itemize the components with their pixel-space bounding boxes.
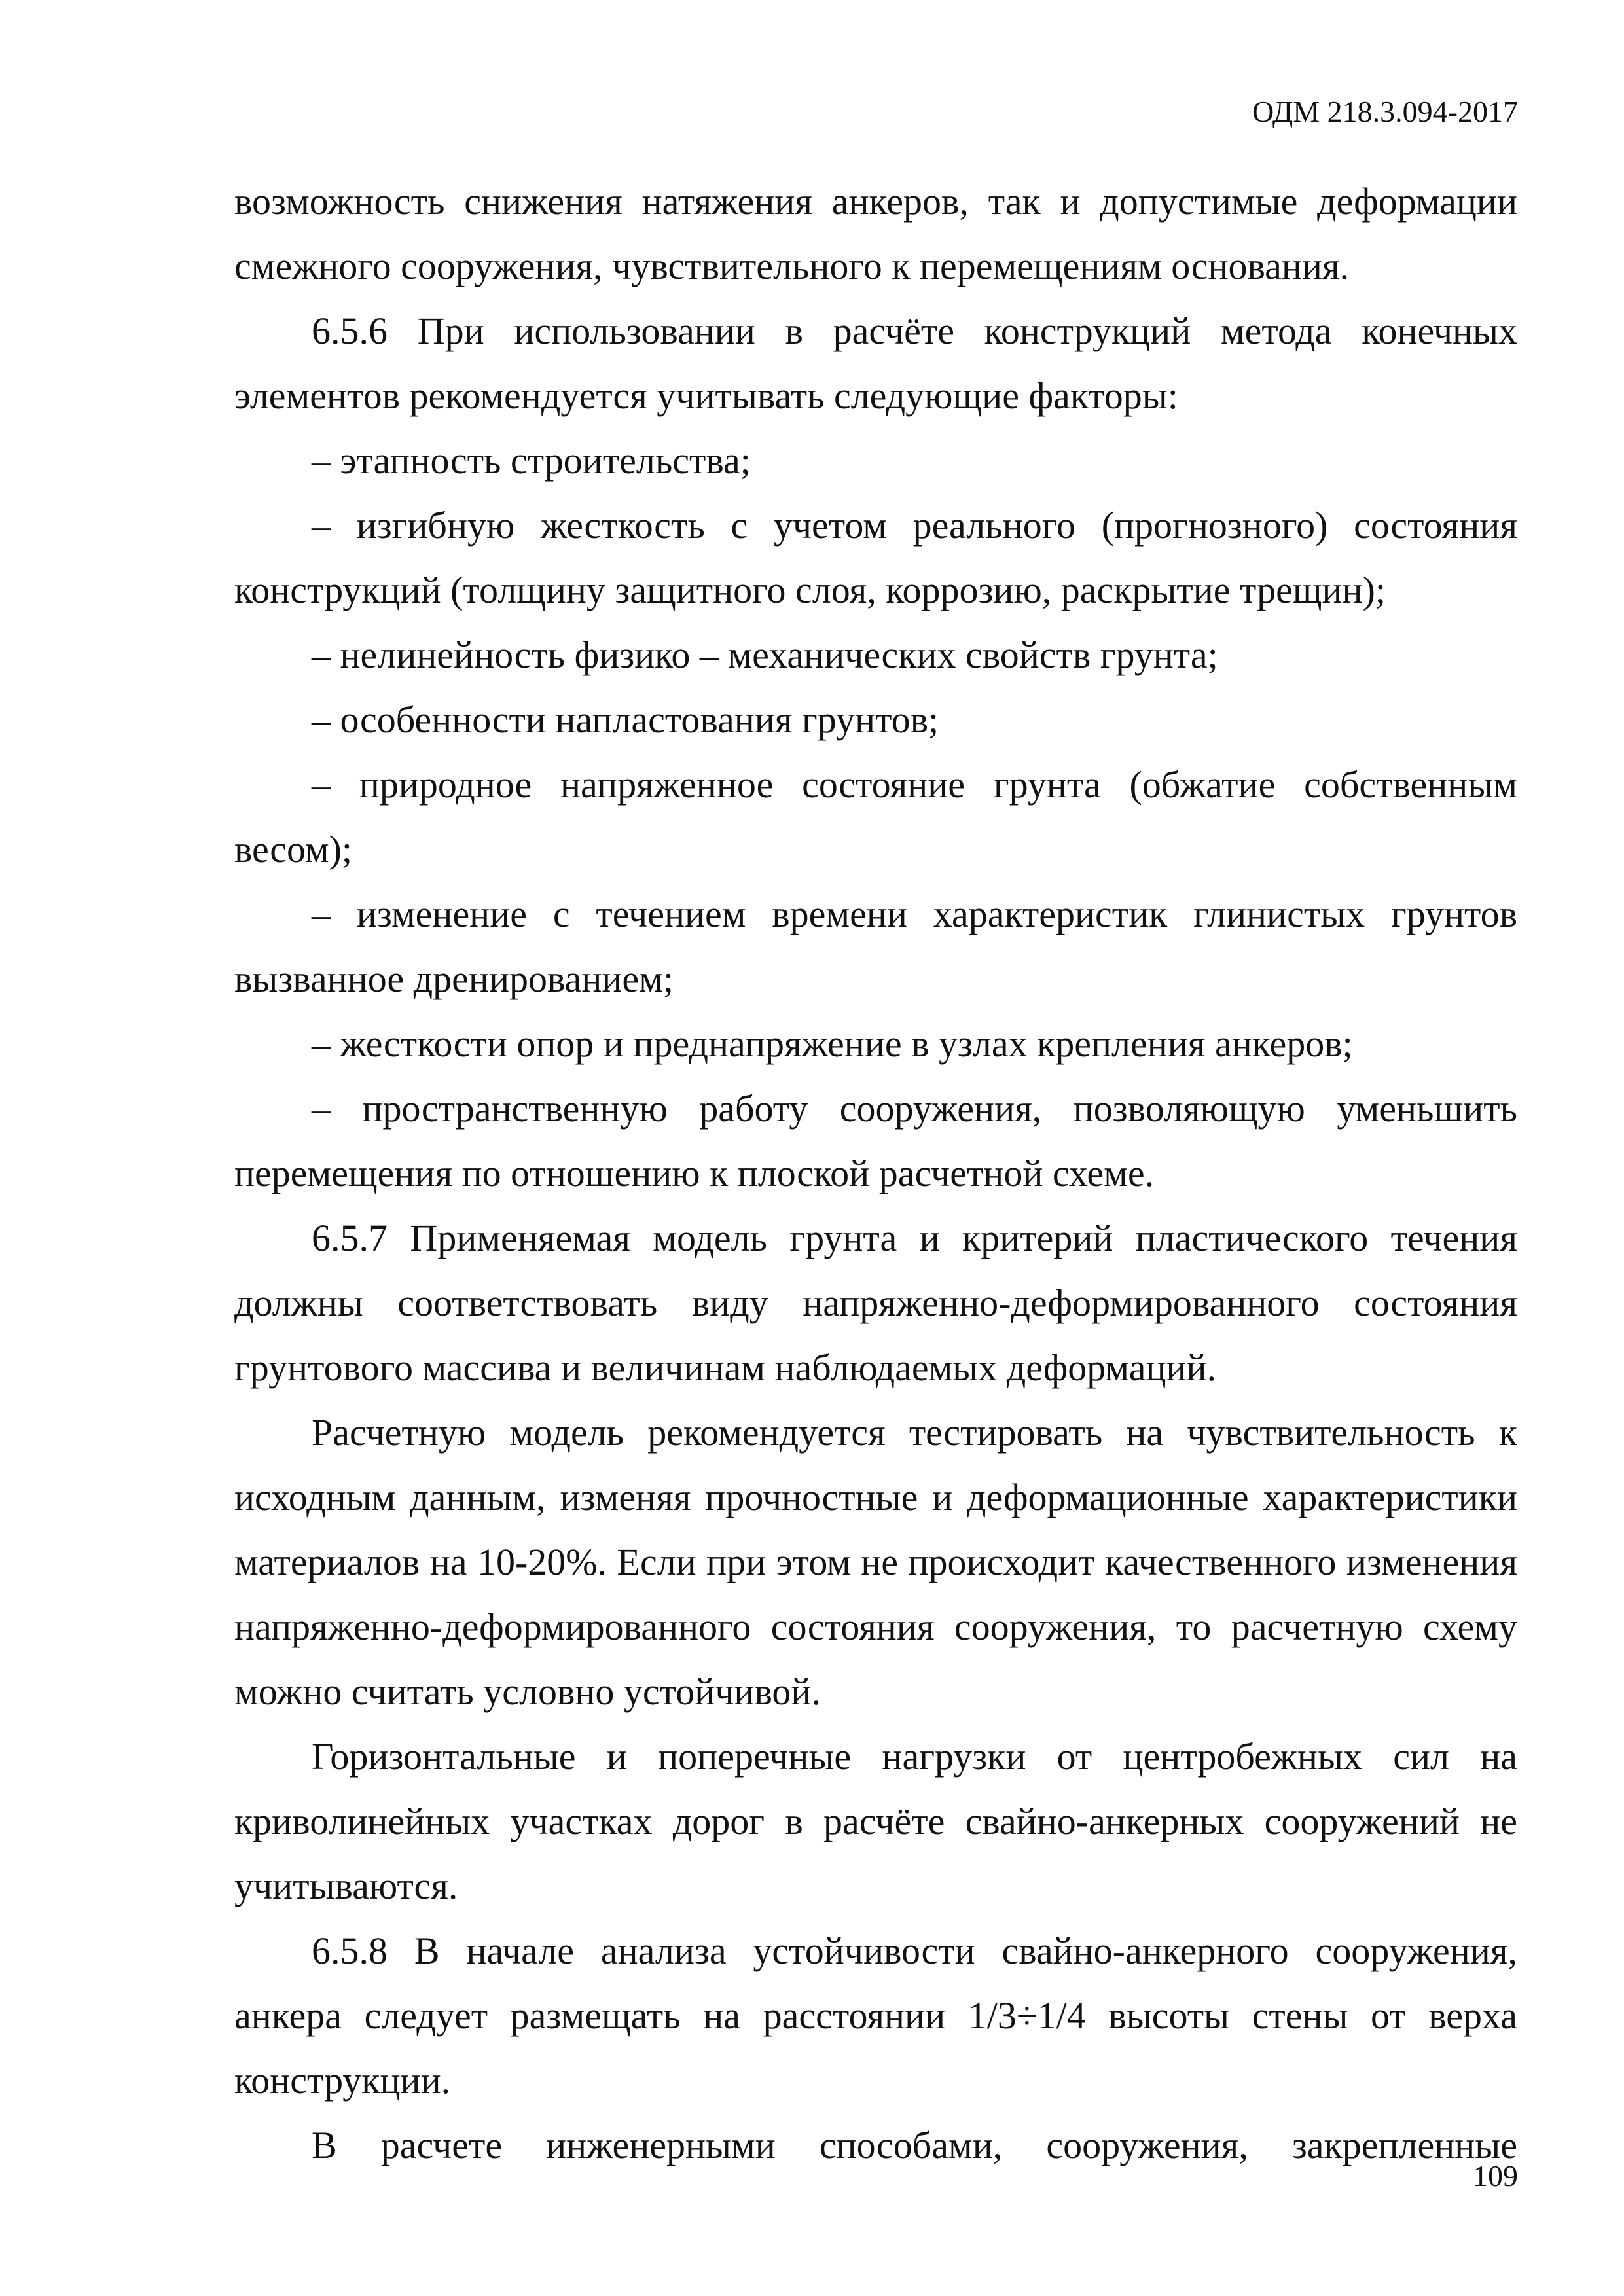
list-item-nonlinearity: – нелинейность физико – механических свойств грунта; xyxy=(312,634,1218,676)
page-number: 109 xyxy=(1473,2159,1518,2193)
paragraph-engineering-methods: В расчете инженерными способами, сооружения, закрепленные xyxy=(312,2124,1517,2166)
list-item-natural-stress-state: – природное напряженное состояние грунта (обжатие собственным весом); xyxy=(234,763,1517,870)
paragraph-6-5-6: 6.5.6 При использовании в расчёте конструкций метода конечных элементов рекомендуется учитывать следующие факторы: xyxy=(234,310,1517,417)
list-item-clay-characteristics: – изменение с течением времени характеристик глинистых грунтов вызванное дренированием; xyxy=(234,893,1517,1000)
paragraph-6-5-8: 6.5.8 В начале анализа устойчивости свайно-анкерного сооружения, анкера следует размещать на расстоянии 1/3÷1/4 высоты стены от верха конструкции. xyxy=(234,1929,1517,2102)
list-item-spatial-work: – пространственную работу сооружения, позволяющую уменьшить перемещения по отношению к плоской расчетной схеме. xyxy=(234,1087,1517,1194)
list-item-bending-stiffness: – изгибную жесткость с учетом реального (прогнозного) состояния конструкций (толщину защитного слоя, коррозию, раскрытие трещин); xyxy=(234,504,1517,611)
list-item-soil-layering: – особенности напластования грунтов; xyxy=(312,698,939,741)
list-item-construction-stages: – этапность строительства; xyxy=(312,439,751,482)
document-body xyxy=(234,169,1517,2178)
paragraph-continuation: возможность снижения натяжения анкеров, так и допустимые деформации смежного сооружения, чувствительного к перемещениям основания. xyxy=(234,180,1517,287)
paragraph-sensitivity-testing: Расчетную модель рекомендуется тестировать на чувствительность к исходным данным, изменяя прочностные и деформационные характеристики материалов на 10-20%. Если при этом не происходит качественного изменения напряженно-деформированного состояния сооружения, то расчетную схему можно считать условно устойчивой. xyxy=(234,1411,1517,1713)
list-item-support-stiffness: – жесткости опор и преднапряжение в узлах крепления анкеров; xyxy=(312,1022,1353,1065)
document-code-header: ОДМ 218.3.094-2017 xyxy=(1252,95,1518,128)
paragraph-6-5-7: 6.5.7 Применяемая модель грунта и критерий пластического течения должны соответствовать виду напряженно-деформированного состояния грунтового массива и величинам наблюдаемых деформаций. xyxy=(234,1217,1517,1389)
paragraph-centrifugal-loads: Горизонтальные и поперечные нагрузки от центробежных сил на криволинейных участках дорог в расчёте свайно-анкерных сооружений не учитываются. xyxy=(234,1735,1517,1907)
